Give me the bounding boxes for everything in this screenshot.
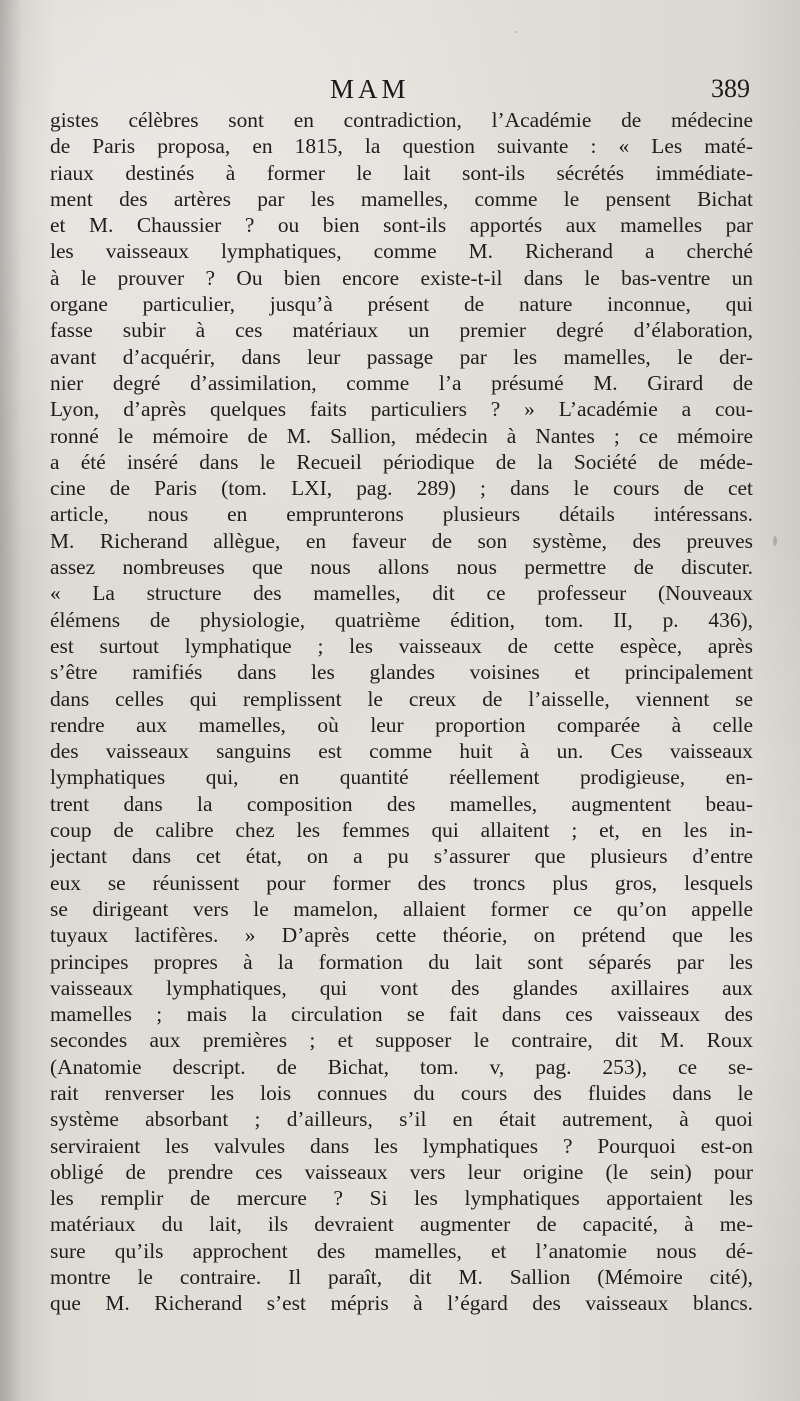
text-line: montre le contraire. Il paraît, dit M. Sallion (Mémoire cité),: [50, 1265, 753, 1290]
text-line: des vaisseaux sanguins est comme huit à un. Ces vaisseaux: [50, 739, 753, 764]
text-line: à le prouver ? Ou bien encore existe-t-il dans le bas-ventre un: [50, 265, 753, 290]
text-line: se dirigeant vers le mamelon, allaient former ce qu’on appelle: [50, 896, 753, 921]
paper-speck: [773, 536, 777, 546]
text-line: s’être ramifiés dans les glandes voisines et principalement: [50, 660, 753, 685]
text-line: de Paris proposa, en 1815, la question suivante : « Les maté-: [50, 134, 753, 159]
text-line: cine de Paris (tom. LXI, pag. 289) ; dans le cours de cet: [50, 476, 753, 501]
text-line: avant d’acquérir, dans leur passage par les mamelles, le der-: [50, 344, 753, 369]
text-line: (Anatomie descript. de Bichat, tom. v, pag. 253), ce se-: [50, 1054, 753, 1079]
text-line: secondes aux premières ; et supposer le contraire, dit M. Roux: [50, 1028, 753, 1053]
text-line: et M. Chaussier ? ou bien sont-ils apportés aux mamelles par: [50, 213, 753, 238]
text-line: riaux destinés à former le lait sont-ils sécrétés immédiate-: [50, 160, 753, 185]
text-line: Lyon, d’après quelques faits particuliers ? » L’académie a cou-: [50, 397, 753, 422]
text-line: a été inséré dans le Recueil périodique de la Société de méde-: [50, 449, 753, 474]
paper-speck: [515, 31, 517, 33]
text-line: ronné le mémoire de M. Sallion, médecin à Nantes ; ce mémoire: [50, 423, 753, 448]
running-head: MAM: [330, 74, 410, 104]
text-line: les vaisseaux lymphatiques, comme M. Richerand a cherché: [50, 239, 753, 264]
text-line: serviraient les valvules dans les lymphatiques ? Pourquoi est-on: [50, 1133, 753, 1158]
text-line: jectant dans cet état, on a pu s’assurer que plusieurs d’entre: [50, 844, 753, 869]
text-line: assez nombreuses que nous allons nous permettre de discuter.: [50, 555, 753, 580]
text-line: élémens de physiologie, quatrième édition, tom. II, p. 436),: [50, 607, 753, 632]
text-line: nier degré d’assimilation, comme l’a présumé M. Girard de: [50, 370, 753, 395]
text-line: rait renverser les lois connues du cours des fluides dans le: [50, 1080, 753, 1105]
body-text: [50, 107, 753, 1317]
page-header: [0, 74, 800, 104]
text-line: système absorbant ; d’ailleurs, s’il en était autrement, à quoi: [50, 1107, 753, 1132]
page-edge-shadow: [0, 0, 22, 1401]
text-line: ment des artères par les mamelles, comme le pensent Bichat: [50, 186, 753, 211]
paper-speck: [228, 1256, 231, 1259]
text-line: lymphatiques qui, en quantité réellement prodigieuse, en-: [50, 765, 753, 790]
text-line: fasse subir à ces matériaux un premier degré d’élaboration,: [50, 318, 753, 343]
text-line: vaisseaux lymphatiques, qui vont des glandes axillaires aux: [50, 975, 753, 1000]
text-line: dans celles qui remplissent le creux de l’aisselle, viennent se: [50, 686, 753, 711]
text-line: gistes célèbres sont en contradiction, l’Académie de médecine: [50, 108, 753, 132]
text-line: sure qu’ils approchent des mamelles, et l’anatomie nous dé-: [50, 1238, 753, 1263]
text-line: rendre aux mamelles, où leur proportion comparée à celle: [50, 712, 753, 737]
text-line: mamelles ; mais la circulation se fait dans ces vaisseaux des: [50, 1002, 753, 1027]
text-line: trent dans la composition des mamelles, augmentent beau-: [50, 791, 753, 816]
text-line: article, nous en emprunterons plusieurs détails intéressans.: [50, 502, 753, 527]
text-line: matériaux du lait, ils devraient augmenter de capacité, à me-: [50, 1212, 753, 1237]
text-line: que M. Richerand s’est mépris à l’égard des vaisseaux blancs.: [50, 1291, 753, 1316]
page-number: 389: [711, 74, 750, 103]
text-line: organe particulier, jusqu’à présent de nature inconnue, qui: [50, 292, 753, 317]
text-line: tuyaux lactifères. » D’après cette théorie, on prétend que les: [50, 923, 753, 948]
text-line: eux se réunissent pour former des troncs plus gros, lesquels: [50, 870, 753, 895]
text-line: obligé de prendre ces vaisseaux vers leur origine (le sein) pour: [50, 1159, 753, 1184]
text-line: principes propres à la formation du lait sont séparés par les: [50, 949, 753, 974]
text-line: est surtout lymphatique ; les vaisseaux de cette espèce, après: [50, 633, 753, 658]
text-line: « La structure des mamelles, dit ce professeur (Nouveaux: [50, 581, 753, 606]
text-line: les remplir de mercure ? Si les lymphatiques apportaient les: [50, 1186, 753, 1211]
text-line: M. Richerand allègue, en faveur de son système, des preuves: [50, 528, 753, 553]
text-line: coup de calibre chez les femmes qui allaitent ; et, en les in-: [50, 818, 753, 843]
